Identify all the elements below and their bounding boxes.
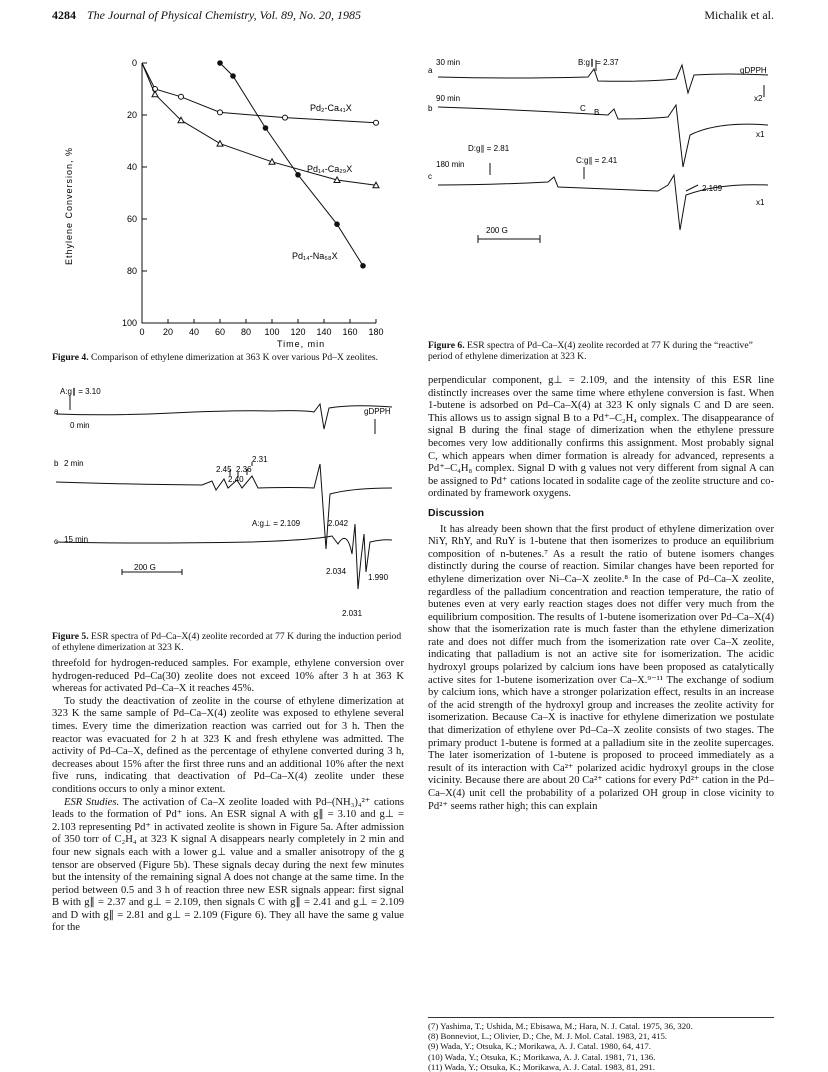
figure-4-caption [52,352,404,363]
label-B-6: B:g∥ = 2.37 [578,58,619,67]
figure-4-ylabel: Ethylene Conversion, % [64,146,74,265]
reference-10: (10) Wada, Y.; Otsuka, K.; Morikawa, A. J. Catal. 1981, 71, 136. [428,1051,656,1062]
label-dpph-6: gDPPH [740,66,767,75]
label-a-5: a [54,407,59,416]
x-tick-label: 120 [290,327,306,337]
y-tick-label: 0 [131,58,137,68]
right-column-text [428,375,774,813]
figure-6-spectra [428,55,774,335]
left-paragraph-1: threefold for hydrogen-reduced samples. For example, ethylene conversion over hydrogen-reduced Pd–Ca(30) zeolite does not exceed 10% after 3 h at 363 K whereas for activated Pd–Ca–X it reaches 45%. [52,658,404,695]
figure-4-caption-label: Figure 4. [52,352,89,363]
data-point [217,60,223,66]
x-tick-label: 0 [139,327,145,337]
figure-6-caption-text: ESR spectra of Pd–Ca–X(4) zeolite recorded at 77 K during the “reactive” period of ethylene dimerization at 323 K. [428,340,753,362]
time-c-5: 15 min [64,535,89,544]
x-tick-label: 160 [342,327,358,337]
label-c-5: c [54,537,58,546]
label-x2: x2 [754,94,763,103]
data-point [152,91,158,97]
label-g245: 2.45 [216,465,232,474]
data-point [283,115,288,120]
series-line [142,63,376,123]
y-tick-label: 40 [126,162,137,172]
time-a-6: 30 min [436,58,461,67]
esr-studies-heading: ESR Studies. [64,796,120,808]
x-tick-label: 140 [316,327,332,337]
x-tick-label: 60 [214,327,226,337]
right-paragraph-2: It has already been shown that the first product of ethylene dimerization over NiY, RhY, and RuY is 1-butene that then isomerizes to produce an equilibrium composition of n-butenes.⁷ As a result the ratio of butene isomers changes distinctly during the course of reaction. Similar changes have been reported for ethylene dimerization over Ni–Ca–X zeolite.⁸ In the case of Pd–Ca–X zeolite, regardless of the palladium concentration and reaction temperature, the ratio of butenes even at very early reaction stages does not differ very much from the equilibrium composition. The results of 1-butene isomerization over Pd–Ca–X(4) show that the isomerization rate is much faster than the ethylene dimerization rate and does not differ much from the isomerization rate over Ca–X zeolite, indicating that palladium is not an active site for isomerization. The acidic hydroxyl groups polarized by calcium ions have been proposed as catalytically active sites for 1-butene isomerization over Ca–X.⁹⁻¹¹ The exchange of sodium by calcium ions, which have a stronger polarization effect, results in an increase of the acid strength of the hydroxyl group and increases the zeolite activity for isomerization. Because Ca–X is inactive for ethylene dimerization we postulate that dimerization of ethylene over Pd–Ca–X zeolite consists of two stages. The primary product 1-butene is formed at a palladium site in the zeolite supercages. The later isomerization of 1-butene is proposed to proceed immediately as a result of its interaction with Ca²⁺ polarized acidic hydroxyl groups in the close vicinity. Because there are about 20 Ca²⁺ cations for every Pd²⁺ cation in the Pd–Ca–X(4) unit cell the probability of a polarized OH group in close vicinity to Pd²⁺ seems rather high; this can explain [428,523,774,812]
reference-11: (11) Wada, Y.; Otsuka, K.; Morikawa, A. J. Catal. 1983, 81, 291. [428,1061,656,1072]
figure-4-label-c: Pd₁₄-Na₅₈X [292,251,338,261]
label-g240: 2.40 [228,475,244,484]
left-paragraph-3-text: The activation of Ca–X zeolite loaded with Pd–(NH₃)₄²⁺ cations leads to the formation of Pd⁺ ions. An ESR signal A with g∥ = 3.10 and g⊥ = 2.103 representing Pd⁺ in activated zeolite is shown in Figure 5a. After admission of 350 torr of C₂H₄ at 323 K signal A disappears nearly completely in 2 min and four new signals each with a lower g⊥ value and a smaller anisotropy of the g tensor are observed (Figure 5b). These signals decay during the next few minutes but the intensity of the remaining signal A does not change at the same time. In the period between 0.5 and 3 h of reaction three new ESR signals appear: first signal B with g∥ = 2.37 and g⊥ = 2.109, then signals C with g∥ = 2.41 and g⊥ = 2.109 and D with g∥ = 2.81 and g⊥ = 2.109 (Figure 6). They all have the same g value for the [52,796,405,934]
x-tick-label: 20 [162,327,174,337]
data-point [217,141,223,147]
x-tick-label: 100 [264,327,280,337]
figure-6-caption [428,340,774,362]
time-b-5: 2 min [64,459,84,468]
figure-5-spectra [52,384,404,626]
figure-4-axis-lines [142,63,376,323]
label-c-6: c [428,172,432,181]
left-paragraph-3 [52,797,404,936]
figure-4-chart [52,55,404,355]
time-c-6: 180 min [436,160,465,169]
figure-5-caption-label: Figure 5. [52,631,89,642]
right-paragraph-1: perpendicular component, g⊥ = 2.109, and the intensity of this ESR line distinctly increases over the same time where ethylene conversion is fast. When 1-butene is adsorbed on Pd–Ca–X(4) at 323 K only signals C and D are seen. This allows us to assign signal B to a Pd⁺–C₂H₄ complex. The disappearance of signal B during the final stage of dimerization when the ethylene pressure becomes very low additionally confirms this assignment. Most probably signal C, which appears when dimer formation is already for advanced, represents a Pd⁺–C₄H₈ complex. Signal D with g values not very different from signal A can be assigned to Pd⁺ cations located in sodalite cage of the zeolite structure and co-ordinated by framework oxygens. [428,375,774,500]
y-tick-label: 80 [126,266,137,276]
data-point [230,73,236,79]
label-scale-6: 200 G [486,226,508,235]
figure-5-caption-text: ESR spectra of Pd–Ca–X(4) zeolite recorded at 77 K during the induction period of ethylene dimerization at 323 K. [52,631,402,653]
label-g2109-6: 2.109 [702,184,723,193]
label-scale-5: 200 G [134,563,156,572]
label-Cg-6: C:g∥ = 2.41 [576,156,618,165]
x-tick-label: 40 [188,327,200,337]
left-paragraph-2: To study the deactivation of zeolite in the course of ethylene dimerization at 323 K the same sample of Pd–Ca–X(4) zeolite was exposed to ethylene several times. Every time the dimerization reaction was carried out for 3 h. Then the reactor was evacuated for 2 h at 323 K and fresh ethylene was admitted. The activity of Pd–Ca–X, defined as the percentage of ethylene converted during 3 h, decreases about 15% after the first three runs and an additional 10% after the next five runs, indicating that deactivation of Pd–Ca–X(4) zeolite under these conditions occurs to only a minor extent. [52,695,404,795]
data-point [263,125,269,131]
y-tick-label: 60 [126,214,137,224]
spectrum-5b [56,464,392,549]
figure-4-xlabel: Time, min [277,339,326,349]
label-Aperp-5: A:g⊥ = 2.109 [252,519,301,528]
label-g1990: 1.990 [368,573,389,582]
data-point [295,172,301,178]
label-x1b: x1 [756,198,765,207]
label-Bl-6: B [594,108,600,117]
left-column-text [52,658,404,935]
reference-9: (9) Wada, Y.; Otsuka, K.; Morikawa, A. J. Catal. 1980, 64, 417. [428,1041,651,1052]
label-b-6: b [428,104,433,113]
page-number: 4284 [52,8,76,22]
label-x1a: x1 [756,130,765,139]
discussion-heading: Discussion [428,506,485,519]
x-tick-label: 80 [240,327,252,337]
figure-6-caption-label: Figure 6. [428,340,465,351]
spectrum-5c [56,524,392,589]
label-g2042: 2.042 [328,519,349,528]
reference-8: (8) Bonneviot, L.; Olivier, D.; Che, M. J. Mol. Catal. 1983, 21, 415. [428,1031,668,1042]
figure-4-caption-text: Comparison of ethylene dimerization at 363 K over various Pd–X zeolites. [91,352,378,363]
spectrum-5a [56,404,392,429]
x-tick-label: 180 [368,327,384,337]
figure-4-label-a: Pd₂-Ca₄₁X [310,103,352,113]
spectrum-6a [438,65,768,93]
running-header [52,8,774,26]
data-point [360,263,366,269]
reference-7: (7) Yashima, T.; Ushida, M.; Ebisawa, M.; Hara, N. J. Catal. 1975, 36, 320. [428,1021,693,1031]
data-point [179,94,184,99]
label-g2031: 2.031 [342,609,363,618]
label-b-5: b [54,459,59,468]
header-authors: Michalik et al. [704,8,774,22]
figure-4-label-b: Pd₁₄-Ca₂₉X [307,164,353,174]
scale-bar-6 [478,235,540,243]
data-point [374,120,379,125]
label-g2034: 2.034 [326,567,347,576]
references [428,1017,774,1072]
label-D-6: D:g∥ = 2.81 [468,144,510,153]
data-point [218,110,223,115]
arrow-2109-6 [686,185,698,191]
y-tick-label: 100 [121,318,137,328]
label-A-5: A:g∥ = 3.10 [60,387,101,396]
header-left [52,8,361,23]
label-C-6: C [580,104,586,113]
time-b-6: 90 min [436,94,461,103]
label-g236: 2.36 [236,465,252,474]
label-a-6: a [428,66,433,75]
figure-5-caption [52,631,404,653]
label-dpph-5: gDPPH [364,407,391,416]
data-point [334,221,340,227]
time-a-5: 0 min [70,421,90,430]
label-g231: 2.31 [252,455,268,464]
y-tick-label: 20 [126,110,137,120]
journal-title: The Journal of Physical Chemistry, Vol. 89, No. 20, 1985 [87,8,361,22]
